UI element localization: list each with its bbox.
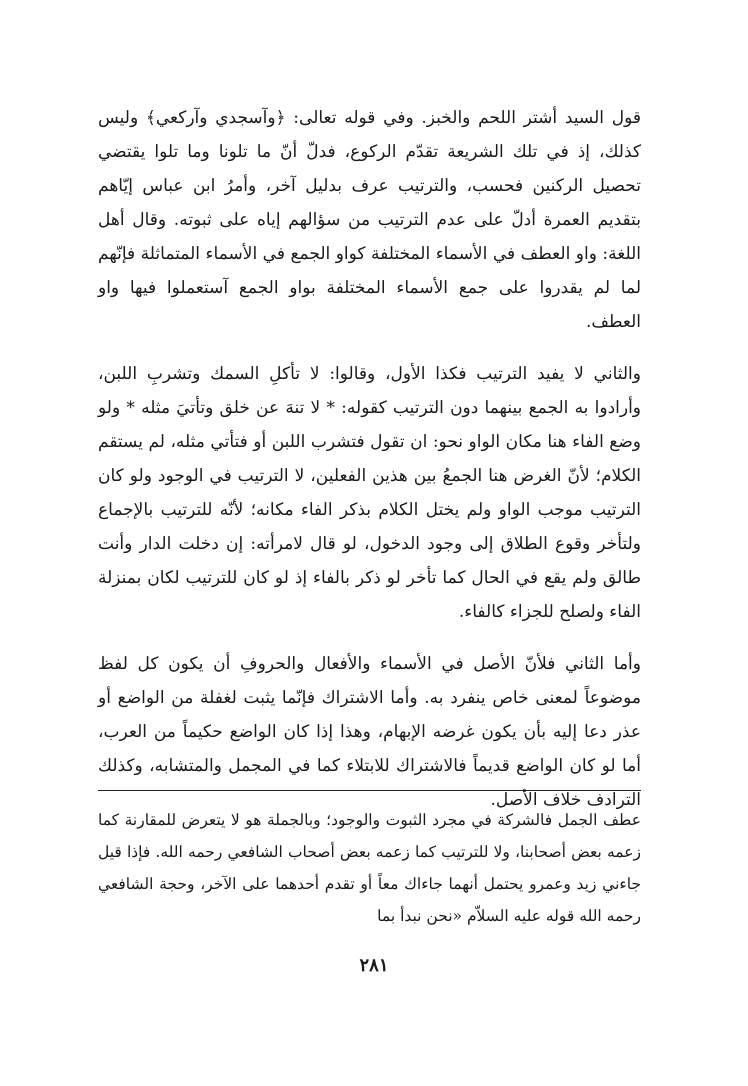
paragraph-1: قول السيد أشتر اللحم والخبز. وفي قوله تعالى: ﴿وآسجدي وآركعي﴾ وليس كذلك، إذ في تلك الشريعة تقدّم الركوع، فدلّ أنّ ما تلونا وما تلوا يقتضي تحصيل الركنين فحسب، والترتيب عرف بدليل آخر، وأمرُ ابن عباس إيّاهم بتقديم العمرة أدلّ على عدم الترتيب من سؤالهم إياه على ثبوته. وقال أهل اللغة: واو العطف في الأسماء المختلفة كواو الجمع في الأسماء المتماثلة فإنّهم لما لم يقدروا على جمع الأسماء المختلفة بواو الجمع آستعملوا فيها واو العطف.: [98, 108, 641, 332]
page-number: ٢٨١: [359, 955, 389, 976]
main-text-body: [98, 101, 641, 817]
paragraph-2: والثاني لا يفيد الترتيب فكذا الأول، وقالوا: لا تأكلِ السمك وتشربِ اللبن، وأرادوا به الجمع بينهما دون الترتيب كقوله: * لا تنهَ عن خلق وتأتيَ مثله * ولو وضع الفاء هنا مكان الواو نحو: ان تقول فتشرب اللبن أو فتأتي مثله، لم يستقم الكلام؛ لأنّ الغرض هنا الجمعُ بين هذين الفعلين، لا الترتيب في الوجود ولو كان الترتيب موجب الواو ولم يختل الكلام بذكر الفاء مكانه؛ لأنّه للترتيب بالإجماع ولتأخر وقوع الطلاق إلى وجود الدخول، لو قال لامرأته: إن دخلت الدار وأنت طالق ولم يقع في الحال كما تأخر لو ذكر بالفاء إذ لو كان للترتيب لكان بمنزلة الفاء ولصلح للجزاء كالفاء.: [98, 364, 641, 622]
paragraph-3: وأما الثاني فلأنّ الأصل في الأسماء والأفعال والحروفِ أن يكون كل لفظ موضوعاً لمعنى خاص ينفرد به. وأما الاشتراك فإنّما يثبت لغفلة من الواضع أو عذر دعا إليه بأن يكون غرضه الإبهام، وهذا إذا كان الواضع حكيماً من العرب، أما لو كان الواضع قديماً فالاشتراك للابتلاء كما في المجمل والمتشابه، وكذلك الترادف خلاف الأصل.: [98, 654, 641, 810]
footnote-text: عطف الجمل فالشركة في مجرد الثبوت والوجود؛ وبالجملة هو لا يتعرض للمقارنة كما زعمه بعض أصحابنا، ولا للترتيب كما زعمه بعض أصحاب الشافعي رحمه الله. فإذا قيل جاءني زيد وعمرو يحتمل أنهما جاءاك معاً أو تقدم أحدهما على الآخر، وحجة الشافعي رحمه الله قوله عليه السلاّم «نحن نبدأ بما: [98, 811, 641, 925]
footnote-divider: [98, 790, 641, 791]
